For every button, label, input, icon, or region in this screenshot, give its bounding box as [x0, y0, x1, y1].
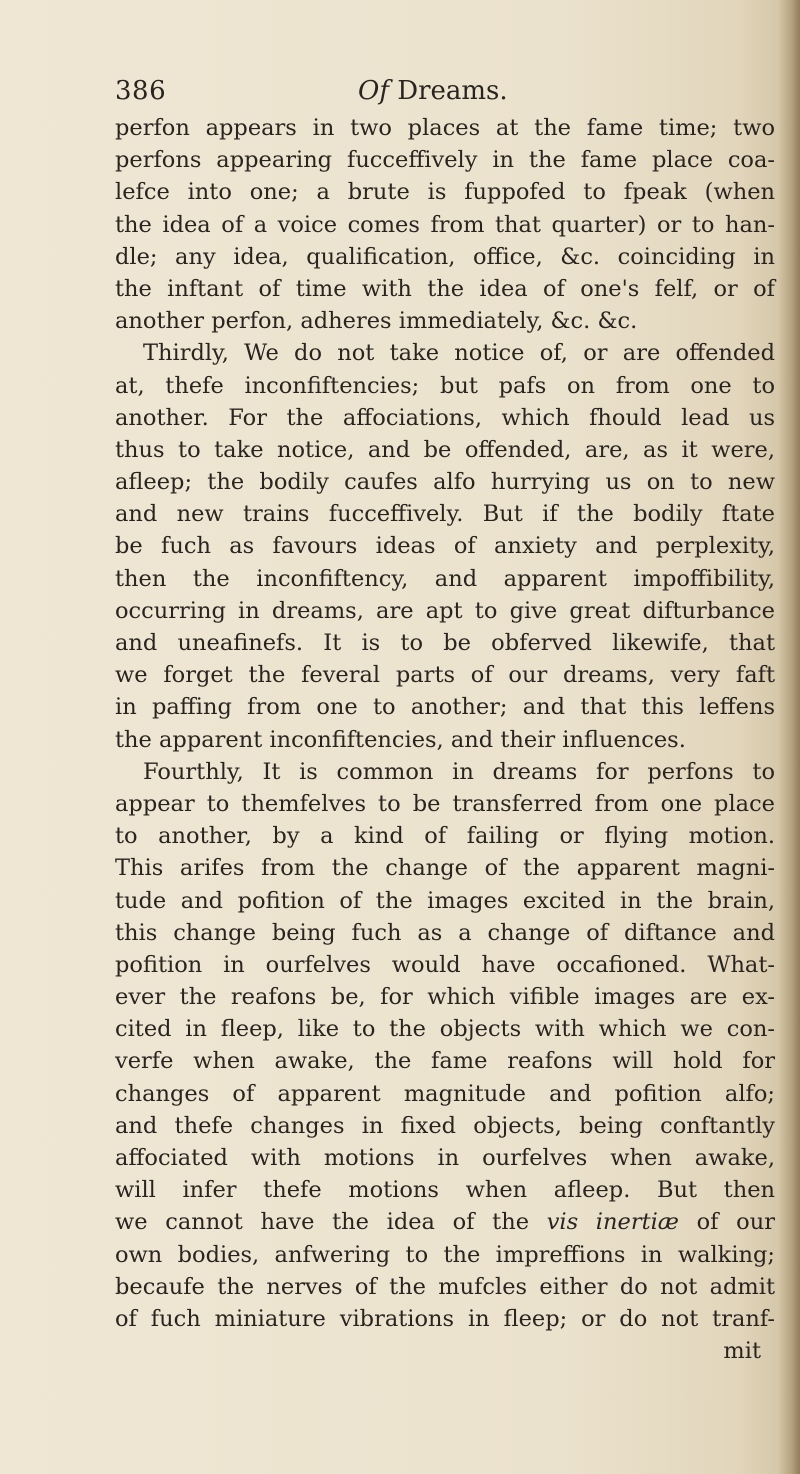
- text-line: we cannot have the idea of the vis inertiæ of our: [115, 1209, 775, 1236]
- text-line: perfon appears in two places at the fame time; two: [115, 115, 775, 141]
- text-line: perfons appearing fucceffively in the fame place coa-: [115, 147, 775, 174]
- text-line: This arifes from the change of the apparent magni-: [115, 855, 775, 882]
- text-line: afleep; the bodily caufes alfo hurrying us on to new: [115, 469, 775, 496]
- text-line: will infer thefe motions when afleep. But then: [115, 1177, 775, 1204]
- text-line: affociated with motions in ourfelves when awake,: [115, 1145, 775, 1171]
- text-line: be fuch as favours ideas of anxiety and perplexity,: [115, 533, 775, 560]
- text-line: ever the reafons be, for which vifible images are ex-: [115, 984, 775, 1011]
- page-number: 386: [115, 76, 167, 106]
- text-line: to another, by a kind of failing or flying motion.: [115, 823, 775, 850]
- text-line: at, thefe inconfiftencies; but pafs on from one to: [115, 372, 775, 399]
- text-line: and uneafinefs. It is to be obferved likewife, that: [115, 630, 775, 656]
- text-line: dle; any idea, qualification, office, &c. coinciding in: [115, 243, 775, 270]
- text-line: cited in fleep, like to the objects with which we con-: [115, 1016, 775, 1043]
- text-line: the inftant of time with the idea of one's felf, or of: [115, 275, 775, 302]
- running-head: [358, 76, 508, 106]
- text-line: in paffing from one to another; and that this leffens: [115, 694, 775, 721]
- running-head-prefix: Of: [358, 76, 389, 106]
- text-line: occurring in dreams, are apt to give great difturbance: [115, 597, 775, 624]
- text-line: another. For the affociations, which fhould lead us: [115, 404, 775, 431]
- text-line: this change being fuch as a change of diftance and: [115, 919, 775, 946]
- running-head-title: Dreams.: [388, 76, 508, 106]
- text-line: becaufe the nerves of the mufcles either do not admit: [115, 1273, 775, 1300]
- text-line: Thirdly, We do not take notice of, or are offended: [143, 340, 775, 367]
- text-line: changes of apparent magnitude and pofition alfo;: [115, 1080, 775, 1107]
- text-line: we forget the feveral parts of our dreams, very faft: [115, 662, 775, 689]
- page-edge-shadow: [778, 0, 800, 1474]
- text-line: pofition in ourfelves would have occafioned. What-: [115, 951, 775, 978]
- text-line: tude and pofition of the images excited in the brain,: [115, 887, 775, 914]
- text-line: own bodies, anfwering to the impreffions in walking;: [115, 1241, 775, 1268]
- page-header: [115, 76, 765, 116]
- text-line: and new trains fucceffively. But if the bodily ftate: [115, 501, 775, 528]
- body-text: [115, 112, 775, 1367]
- text-line: mit: [723, 1338, 761, 1365]
- text-line: verfe when awake, the fame reafons will hold for: [115, 1048, 775, 1075]
- text-line: of fuch miniature vibrations in fleep; or do not tranf-: [115, 1305, 775, 1332]
- text-line: Fourthly, It is common in dreams for perfons to: [143, 758, 775, 785]
- text-line: another perfon, adheres immediately, &c. &c.: [115, 308, 638, 335]
- text-line: the idea of a voice comes from that quarter) or to han-: [115, 211, 775, 238]
- text-line: lefce into one; a brute is fuppofed to fpeak (when: [115, 179, 775, 206]
- latin-phrase: vis inertiæ: [546, 1209, 679, 1236]
- text-line: and thefe changes in fixed objects, being conftantly: [115, 1112, 775, 1139]
- text-line: then the inconfiftency, and apparent impoffibility,: [115, 565, 775, 592]
- text-line: the apparent inconfiftencies, and their influences.: [115, 726, 686, 753]
- text-line: thus to take notice, and be offended, are, as it were,: [115, 436, 775, 463]
- text-line: appear to themfelves to be transferred from one place: [115, 790, 775, 817]
